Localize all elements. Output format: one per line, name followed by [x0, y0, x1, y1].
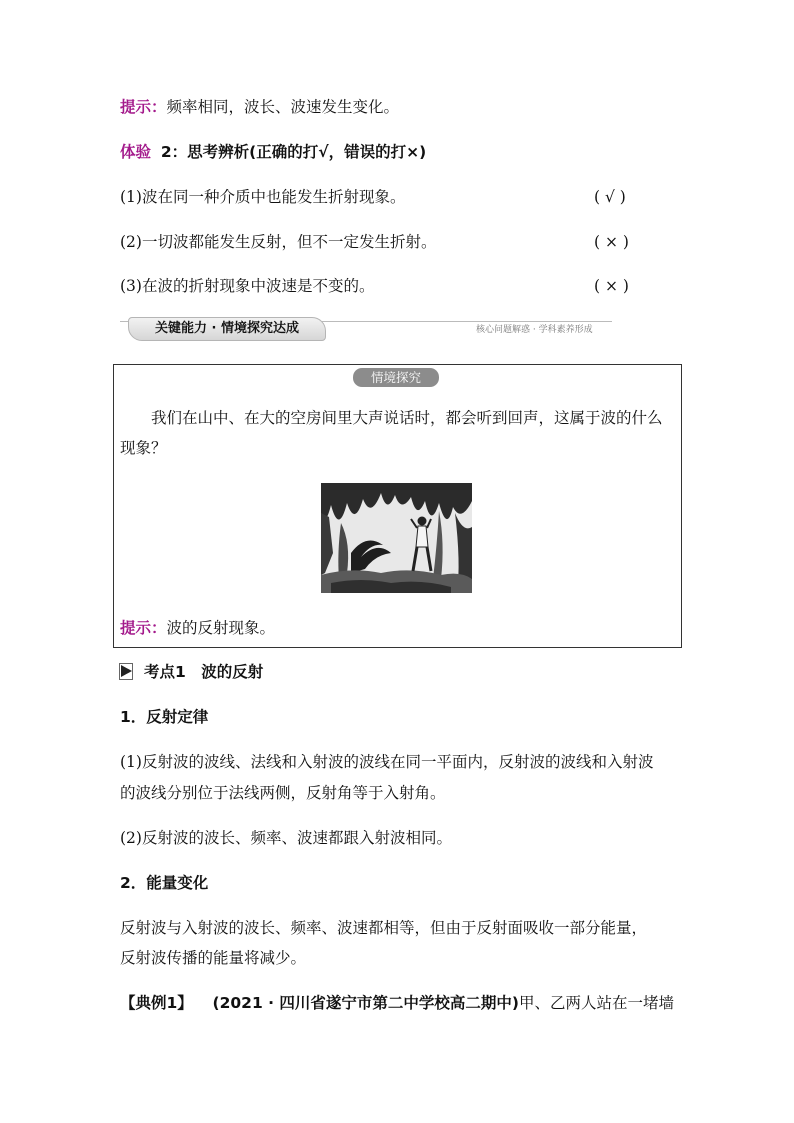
example-label: 【典例1】	[120, 994, 193, 1012]
energy-line2: 反射波传播的能量将减少。	[120, 949, 307, 967]
tip-text: 频率相同，波长、波速发生变化。	[166, 98, 400, 116]
judgement-mark-2: ( × )	[594, 233, 629, 251]
play-marker-icon	[121, 665, 132, 677]
scenario-illustration	[321, 483, 472, 593]
energy-heading: 2．能量变化	[120, 874, 209, 892]
law-paragraph2: (2)反射波的波长、频率、波速都跟入射波相同。	[120, 829, 452, 847]
tip-label: 提示：	[120, 98, 167, 116]
example-text: 甲、乙两人站在一堵墙	[519, 994, 675, 1012]
scenario-question-line2: 现象？	[120, 439, 167, 457]
scenario-question-line1: 我们在山中、在大的空房间里大声说话时，都会听到回声，这属于波的什么	[151, 409, 663, 427]
section-banner-subtitle: 核心问题解惑 · 学科素养形成	[476, 325, 593, 335]
judgement-item-2: (2)一切波都能发生反射，但不一定发生折射。	[120, 233, 437, 251]
energy-line1: 反射波与入射波的波长、频率、波速都相等，但由于反射面吸收一部分能量，	[120, 919, 648, 937]
judgement-mark-3: ( × )	[594, 277, 629, 295]
scenario-tip-text: 波的反射现象。	[166, 619, 276, 637]
section-banner	[128, 317, 326, 341]
judgement-mark-1: ( √ )	[594, 188, 626, 206]
tip-line	[120, 96, 399, 118]
scenario-tip-label: 提示：	[120, 619, 167, 637]
law-paragraph1-line2: 的波线分别位于法线两侧，反射角等于入射角。	[120, 784, 446, 802]
judgement-item-3: (3)在波的折射现象中波速是不变的。	[120, 277, 375, 295]
experience-text: 2：思考辨析(正确的打√，错误的打×)	[160, 143, 427, 161]
scenario-tip	[120, 617, 275, 639]
judgement-item-1: (1)波在同一种介质中也能发生折射现象。	[120, 188, 406, 206]
law-paragraph1-line1: (1)反射波的波线、法线和入射波的波线在同一平面内，反射波的波线和入射波	[120, 753, 654, 771]
experience-heading	[120, 141, 426, 163]
example-line	[120, 992, 674, 1014]
example-source: (2021 · 四川省遂宁市第二中学校高二期中)	[212, 994, 520, 1012]
kaodian-title: 考点1 波的反射	[144, 663, 264, 681]
experience-label: 体验	[120, 143, 152, 161]
scenario-tag: 情境探究	[353, 368, 439, 387]
law-heading: 1．反射定律	[120, 708, 209, 726]
section-banner-title: 关键能力 · 情境探究达成	[155, 321, 299, 336]
